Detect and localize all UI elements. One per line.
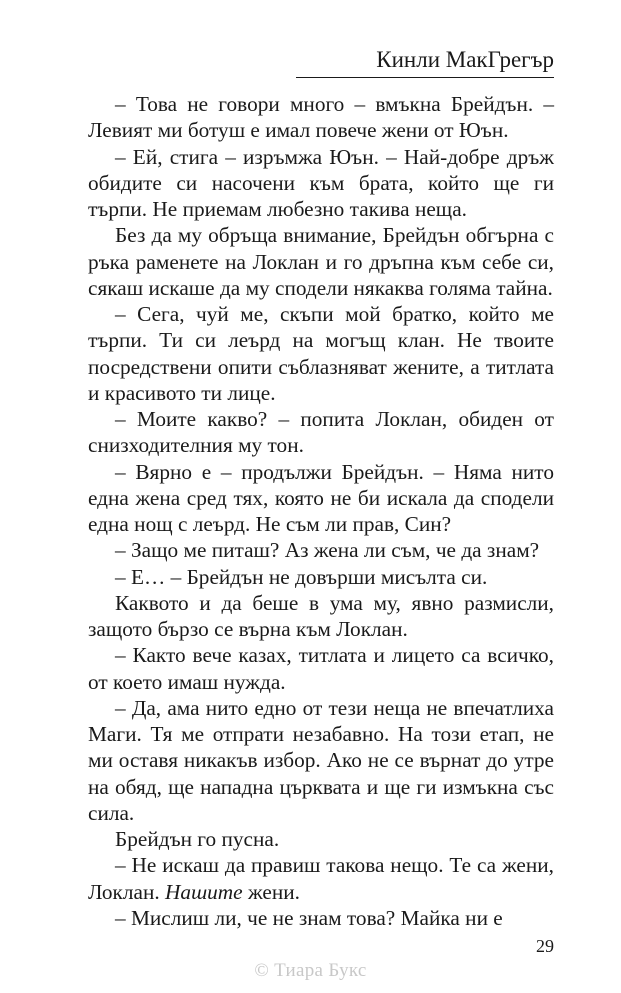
text-run: – Вярно е – продължи Брейдън. – Няма нито една жена сред тях, която не би искала да сподели една нощ с леърд. Не съм ли прав, Син?	[88, 459, 554, 536]
text-run: – Сега, чуй ме, скъпи мой братко, който ме търпи. Ти си леърд на могъщ клан. Не твоите посредствени опити съблазняват жените, а титлата и красивото ти лице.	[88, 302, 554, 405]
header-rule	[296, 77, 554, 78]
paragraph	[88, 459, 554, 538]
paragraph	[88, 91, 554, 144]
text-run: – Мислиш ли, че не знам това? Майка ни е	[115, 905, 503, 930]
text-run: – Моите какво? – попита Локлан, обиден от снизходителния му тон.	[88, 407, 554, 458]
text-run: Брейдън го пусна.	[115, 827, 280, 851]
paragraph	[88, 905, 554, 931]
copyright-watermark: © Тиара Букс	[254, 960, 367, 981]
paragraph	[88, 301, 554, 406]
text-run: – Защо ме питаш? Аз жена ли съм, че да знам?	[115, 538, 540, 563]
emphasis-text: Нашите	[165, 879, 243, 904]
paragraph	[88, 852, 554, 905]
running-header: Кинли МакГрегър	[376, 47, 554, 72]
paragraph	[88, 590, 554, 643]
paragraph	[88, 222, 554, 301]
page-number: 29	[536, 936, 554, 956]
text-run: – Е… – Брейдън не довърши мисълта си.	[115, 564, 488, 589]
text-run: жени.	[242, 879, 300, 904]
body-text	[88, 91, 554, 931]
text-run: – Ей, стига – изръмжа Юън. – Най-добре дръж обидите си насочени към брата, който ще ги търпи. Не приемам любезно такива неща.	[88, 144, 554, 221]
paragraph	[88, 695, 554, 826]
paragraph	[88, 826, 554, 852]
text-run: – Както вече казах, титлата и лицето са всичко, от което имаш нужда.	[88, 643, 554, 694]
text-run: – Това не говори много – вмъкна Брейдън. – Левият ми ботуш е имал повече жени от Юън.	[88, 92, 554, 143]
paragraph	[88, 406, 554, 459]
text-run: – Да, ама нито едно от тези неща не впечатлиха Маги. Тя ме отпрати незабавно. На този етап, не ми оставя никакъв избор. Ако не се върнат до утре на обяд, ще нападна църквата и ще ги измъкна със сила.	[88, 695, 554, 825]
paragraph	[88, 642, 554, 695]
paragraph	[88, 144, 554, 223]
paragraph	[88, 537, 554, 563]
paragraph	[88, 564, 554, 590]
text-run: – Не искаш да правиш такова нещо. Те са жени, Локлан.	[88, 853, 554, 904]
text-run: Каквото и да беше в ума му, явно размисли, защото бързо се върна към Локлан.	[88, 590, 554, 641]
text-run: Без да му обръща внимание, Брейдън обгърна с ръка раменете на Локлан и го дръпна към себе си, сякаш искаше да му сподели някаква голяма тайна.	[88, 223, 554, 300]
